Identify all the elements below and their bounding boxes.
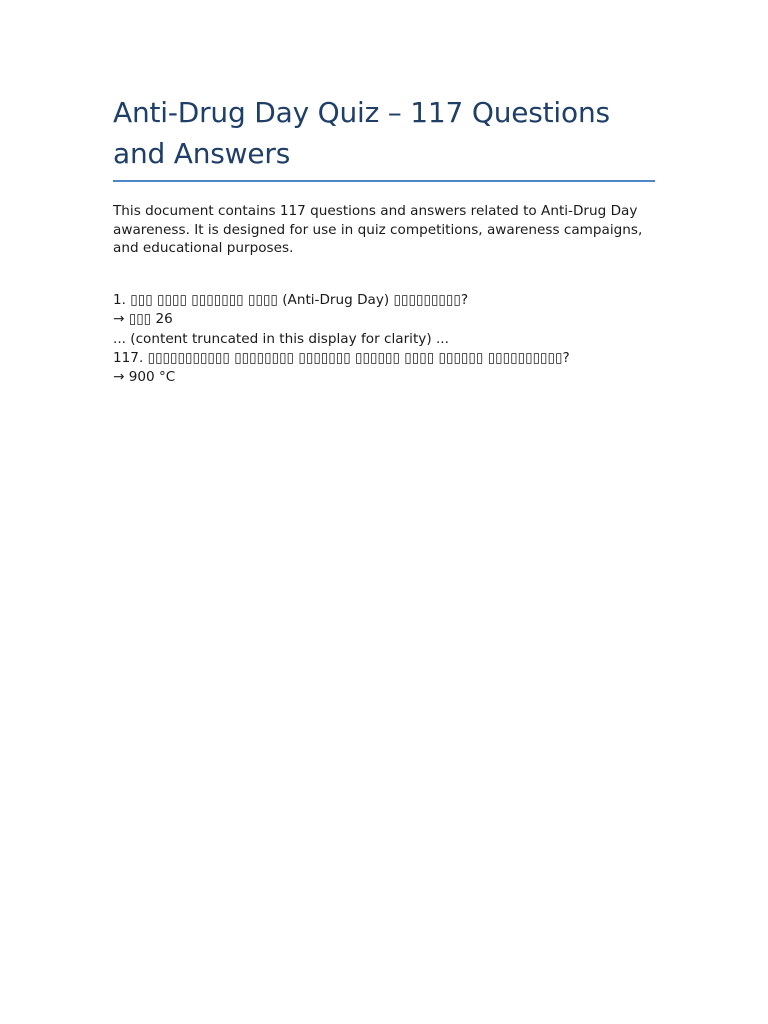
title-underline [113,180,655,182]
truncation-note: ... (content truncated in this display for clarity) ... [113,330,449,347]
intro-paragraph: This document contains 117 questions and answers related to Anti-Drug Day awareness. It is designed for use in quiz competitions, awareness campaigns, and educational purposes. [113,203,643,257]
document-page [113,92,655,387]
answer-1: → ▯▯▯ 26 [113,311,173,328]
question-117: 117. ▯▯▯▯▯▯▯▯▯▯▯ ▯▯▯▯▯▯▯▯ ▯▯▯▯▯▯▯ ▯▯▯▯▯▯ ▯▯▯▯ ▯▯▯▯▯▯ ▯▯▯▯▯▯▯▯▯▯? [113,349,570,366]
qa-list [113,291,655,387]
answer-117: → 900 °C [113,368,176,385]
question-1: 1. ▯▯▯ ▯▯▯▯ ▯▯▯▯▯▯▯ ▯▯▯▯ (Anti-Drug Day) ▯▯▯▯▯▯▯▯▯? [113,292,469,309]
document-title: Anti-Drug Day Quiz – 117 Questions and Answers [113,96,610,170]
